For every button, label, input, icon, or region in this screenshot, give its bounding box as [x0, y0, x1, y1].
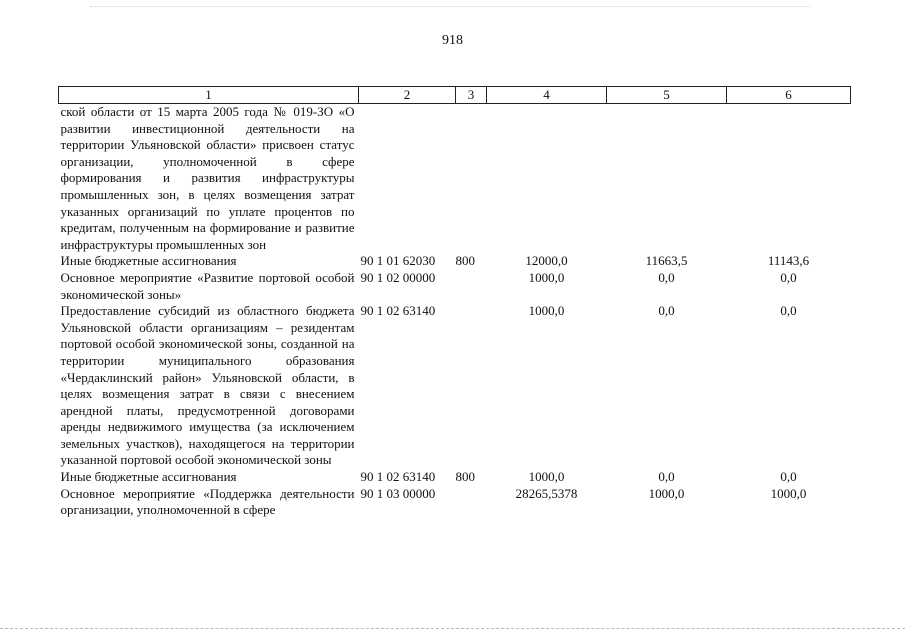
row-code — [359, 104, 456, 254]
row-description: Основное мероприятие «Развитие портовой особой экономической зоны» — [60, 269, 355, 302]
row-code: 90 1 02 63140 — [360, 303, 436, 319]
row-value-5: 1000,0 — [648, 485, 685, 501]
row-description: Основное мероприятие «Поддержка деятельности организации, уполномоченной в сфере — [60, 485, 355, 518]
row-description: ской области от 15 марта 2005 года № 019-ЗО «О развитии инвестиционной деятельности на территории Ульяновской области» присвоен статус организации, уполномоченной в сфере формирования и развития инфраструктуры промышленных зон, в целях возмещения затрат указанных организаций по уплате процентов по кредитам, полученным на формирование и развитие инфраструктуры промышленных зон — [60, 104, 355, 252]
row-value-6: 1000,0 — [770, 485, 807, 501]
budget-table — [58, 86, 851, 519]
row-value-4 — [487, 104, 607, 254]
row-expense-type: 800 — [455, 253, 475, 269]
table-header — [59, 87, 851, 104]
row-value-6: 0,0 — [780, 469, 797, 485]
row-value-5: 11663,5 — [645, 253, 688, 269]
row-code: 90 1 01 62030 — [360, 253, 436, 269]
row-description: Иные бюджетные ассигнования — [60, 253, 237, 269]
table-row — [59, 303, 851, 469]
row-expense-type — [456, 486, 487, 519]
scan-bottom-edge — [0, 628, 905, 629]
row-value-6: 0,0 — [780, 303, 797, 319]
row-value-4: 1000,0 — [528, 269, 565, 285]
row-description: Иные бюджетные ассигнования — [60, 469, 237, 485]
row-value-4: 28265,5378 — [515, 485, 578, 501]
row-value-5: 0,0 — [658, 469, 675, 485]
row-expense-type — [456, 104, 487, 254]
row-expense-type — [456, 270, 487, 303]
row-value-4: 12000,0 — [525, 253, 568, 269]
table-row — [59, 104, 851, 254]
table-row — [59, 486, 851, 519]
row-value-5: 0,0 — [658, 303, 675, 319]
row-value-5 — [607, 104, 727, 254]
scan-top-edge — [90, 6, 810, 7]
row-expense-type: 800 — [455, 469, 475, 485]
row-code: 90 1 02 63140 — [360, 469, 436, 485]
row-value-5: 0,0 — [658, 269, 675, 285]
row-code: 90 1 02 00000 — [360, 269, 436, 285]
table-row — [59, 253, 851, 270]
table-row — [59, 270, 851, 303]
column-header-4: 4 — [487, 87, 607, 104]
column-header-6: 6 — [727, 87, 851, 104]
table-row — [59, 469, 851, 486]
column-header-1: 1 — [59, 87, 359, 104]
row-value-6: 11143,6 — [767, 253, 810, 269]
row-code: 90 1 03 00000 — [360, 485, 436, 501]
row-expense-type — [456, 303, 487, 469]
page-number: 918 — [442, 33, 463, 48]
column-header-5: 5 — [607, 87, 727, 104]
column-header-2: 2 — [359, 87, 456, 104]
row-value-6 — [727, 104, 851, 254]
row-value-4: 1000,0 — [528, 469, 565, 485]
column-header-3: 3 — [456, 87, 487, 104]
row-description: Предоставление субсидий из областного бюджета Ульяновской области организациям – резидентам портовой особой экономической зоны, созданной на территории муниципального образования «Чердаклинский район» Ульяновской области, в целях возмещения затрат в связи с внесением арендной платы, предусмотренной договорами аренды недвижимого имущества (за исключением земельных участков), находящегося на территории указанной портовой особой экономической зоны — [60, 303, 355, 468]
row-value-6: 0,0 — [780, 269, 797, 285]
row-value-4: 1000,0 — [528, 303, 565, 319]
